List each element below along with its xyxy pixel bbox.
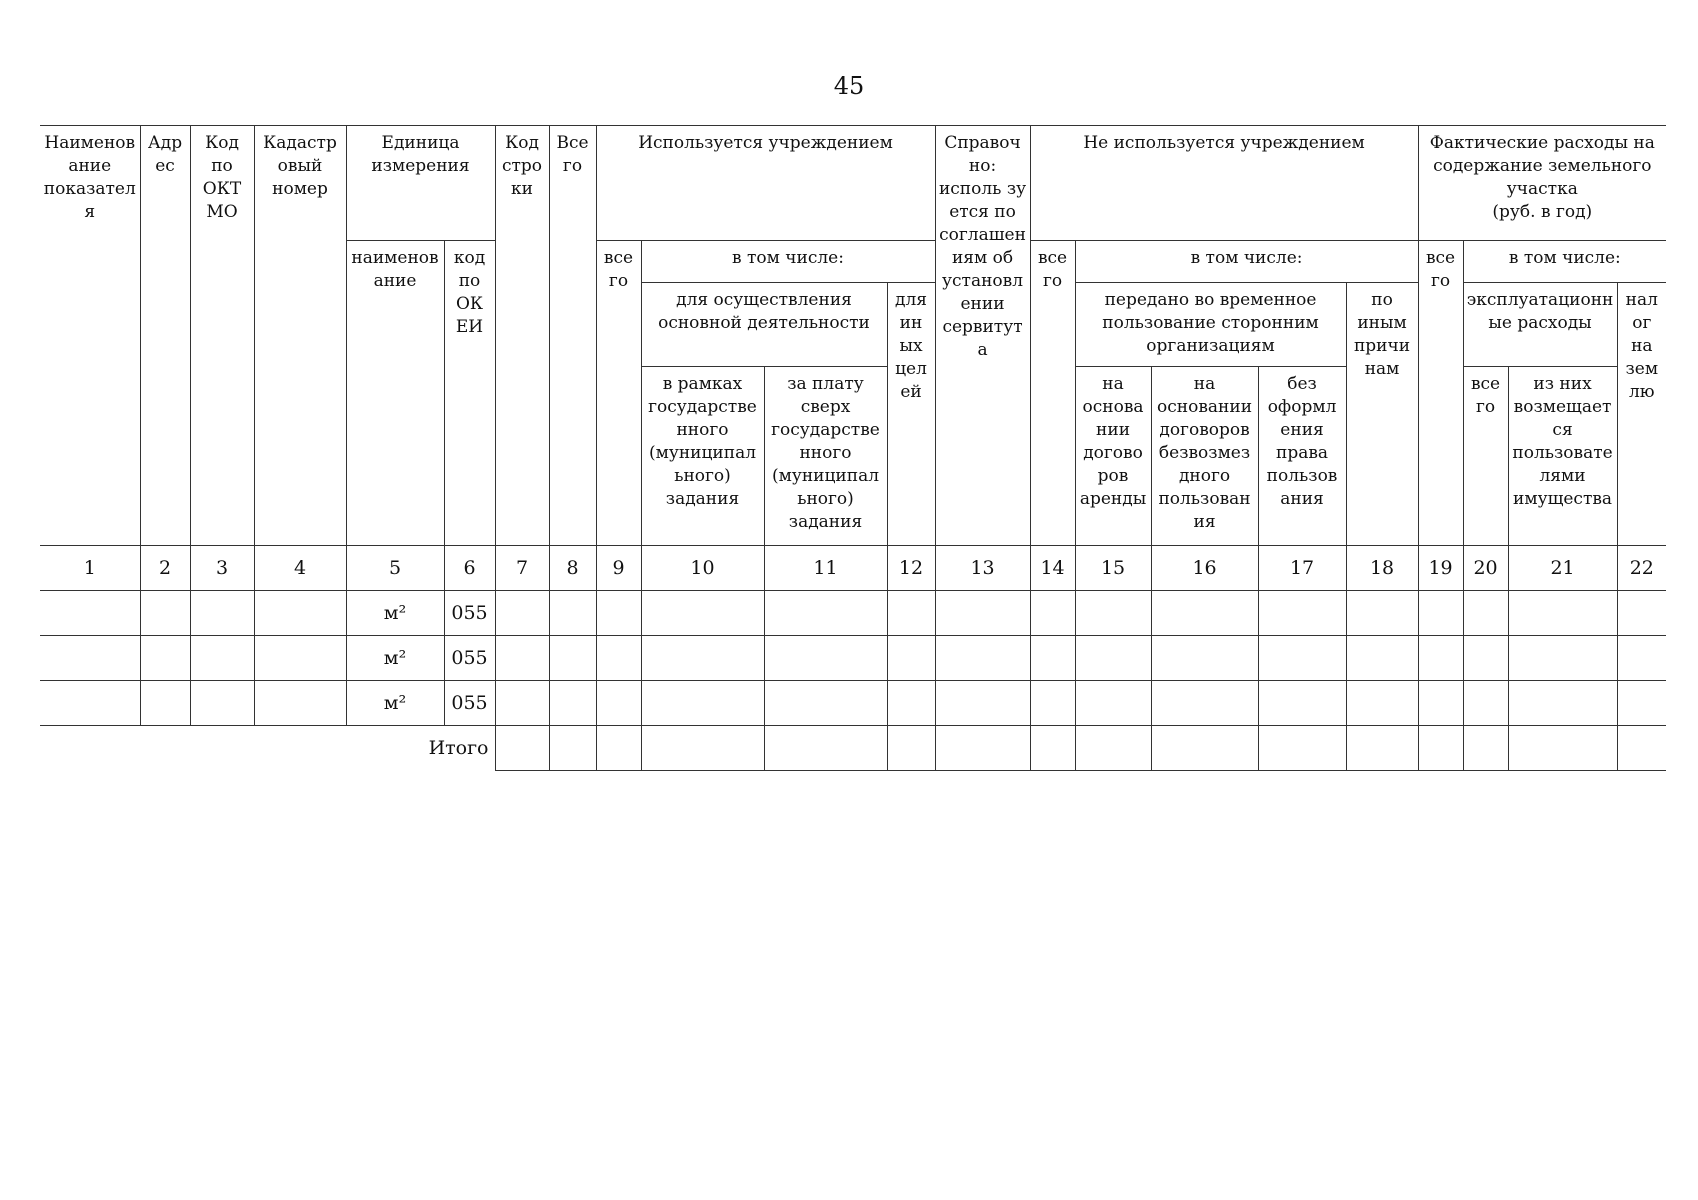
cell xyxy=(764,726,887,771)
column-number-row xyxy=(40,546,1666,591)
cell xyxy=(1258,636,1346,681)
cell xyxy=(1346,636,1418,681)
cell xyxy=(140,636,190,681)
cell xyxy=(1258,681,1346,726)
cell xyxy=(935,591,1030,636)
column-number: 9 xyxy=(596,546,641,591)
header-unit-name: наименов ание xyxy=(346,241,444,546)
header-operating-total: все го xyxy=(1463,367,1508,546)
cell xyxy=(1258,726,1346,771)
cell xyxy=(549,636,596,681)
column-number: 7 xyxy=(495,546,549,591)
header-used-other-purposes: для ин ых цел ей xyxy=(887,283,935,546)
column-number: 6 xyxy=(444,546,495,591)
cell xyxy=(1075,636,1151,681)
cell xyxy=(764,681,887,726)
cell xyxy=(495,681,549,726)
cell xyxy=(935,636,1030,681)
cell xyxy=(1258,591,1346,636)
cell xyxy=(1075,681,1151,726)
header-unit-group: Единица измерения xyxy=(346,126,495,241)
cell xyxy=(887,681,935,726)
column-number: 18 xyxy=(1346,546,1418,591)
cell xyxy=(1151,681,1258,726)
column-number: 13 xyxy=(935,546,1030,591)
cell xyxy=(1030,726,1075,771)
header-expenses-group: Фактические расходы на содержание земельного участка (руб. в год) xyxy=(1418,126,1666,241)
cell-okei-code: 055 xyxy=(444,636,495,681)
header-indicator-name: Наименов ание показател я xyxy=(40,126,140,546)
cell xyxy=(596,636,641,681)
column-number: 16 xyxy=(1151,546,1258,591)
cell xyxy=(549,726,596,771)
cell xyxy=(935,681,1030,726)
cell xyxy=(887,726,935,771)
column-number: 12 xyxy=(887,546,935,591)
cell xyxy=(1508,591,1617,636)
cell xyxy=(1030,591,1075,636)
header-paid-over-state-assignment: за плату сверх государстве нного (муниципал ьного) задания xyxy=(764,367,887,546)
header-used-group: Используется учреждением xyxy=(596,126,935,241)
column-number: 11 xyxy=(764,546,887,591)
cell xyxy=(190,591,254,636)
table-row xyxy=(40,681,1666,726)
cell xyxy=(1617,636,1666,681)
header-address: Адр ес xyxy=(140,126,190,546)
cell xyxy=(1151,726,1258,771)
header-okei-code: код по ОК ЕИ xyxy=(444,241,495,546)
header-not-used-including: в том числе: xyxy=(1075,241,1418,283)
cell xyxy=(596,681,641,726)
header-total: Все го xyxy=(549,126,596,546)
cell xyxy=(1151,591,1258,636)
cell xyxy=(1617,681,1666,726)
cell xyxy=(1508,726,1617,771)
cell xyxy=(549,681,596,726)
column-number: 4 xyxy=(254,546,346,591)
table-row xyxy=(40,636,1666,681)
cell xyxy=(1418,726,1463,771)
header-cadastral-number: Кадастр овый номер xyxy=(254,126,346,546)
cell xyxy=(254,636,346,681)
table-row xyxy=(40,591,1666,636)
header-transferred-temporary-use: передано во временное пользование сторонним организациям xyxy=(1075,283,1346,367)
cell xyxy=(495,636,549,681)
column-number: 15 xyxy=(1075,546,1151,591)
cell xyxy=(1030,636,1075,681)
land-plot-form-table xyxy=(40,125,1666,771)
cell xyxy=(190,636,254,681)
cell-okei-code: 055 xyxy=(444,681,495,726)
cell xyxy=(1151,636,1258,681)
column-number: 17 xyxy=(1258,546,1346,591)
cell xyxy=(1463,726,1508,771)
header-servitude: Справоч но: исполь зу ется по соглашен иям об установл ении сервитут а xyxy=(935,126,1030,546)
cell xyxy=(140,591,190,636)
cell-unit-name: м² xyxy=(346,591,444,636)
header-free-use-agreements: на основании договоров безвозмез дного пользован ия xyxy=(1151,367,1258,546)
cell xyxy=(190,681,254,726)
header-used-including: в том числе: xyxy=(641,241,935,283)
cell xyxy=(1463,591,1508,636)
page-number: 45 xyxy=(833,72,865,100)
cell xyxy=(140,681,190,726)
cell-unit-name: м² xyxy=(346,636,444,681)
cell xyxy=(1075,591,1151,636)
cell xyxy=(495,726,549,771)
cell-indicator-name xyxy=(40,681,140,726)
table-body xyxy=(40,546,1666,771)
cell xyxy=(1617,591,1666,636)
cell xyxy=(1030,681,1075,726)
header-within-state-assignment: в рамках государстве нного (муниципал ьного) задания xyxy=(641,367,764,546)
cell-okei-code: 055 xyxy=(444,591,495,636)
total-label: Итого xyxy=(40,726,495,771)
cell xyxy=(596,591,641,636)
cell xyxy=(1418,681,1463,726)
cell xyxy=(887,636,935,681)
cell xyxy=(549,591,596,636)
cell xyxy=(1508,636,1617,681)
header-other-reasons: по иным причи нам xyxy=(1346,283,1418,546)
header-not-used-group: Не используется учреждением xyxy=(1030,126,1418,241)
cell xyxy=(641,726,764,771)
column-number: 8 xyxy=(549,546,596,591)
column-number: 5 xyxy=(346,546,444,591)
header-used-total: все го xyxy=(596,241,641,546)
cell-unit-name: м² xyxy=(346,681,444,726)
cell xyxy=(1617,726,1666,771)
cell xyxy=(641,681,764,726)
cell xyxy=(641,591,764,636)
header-oktmo-code: Код по ОКТ МО xyxy=(190,126,254,546)
table-header xyxy=(40,126,1666,546)
cell xyxy=(1463,636,1508,681)
column-number: 2 xyxy=(140,546,190,591)
cell xyxy=(596,726,641,771)
column-number: 20 xyxy=(1463,546,1508,591)
header-lease-agreements: на основа нии догово ров аренды xyxy=(1075,367,1151,546)
cell-indicator-name xyxy=(40,591,140,636)
column-number: 3 xyxy=(190,546,254,591)
column-number: 10 xyxy=(641,546,764,591)
column-number: 21 xyxy=(1508,546,1617,591)
cell xyxy=(935,726,1030,771)
header-line-code: Код стро ки xyxy=(495,126,549,546)
header-reimbursed-by-users: из них возмещает ся пользовате лями имущества xyxy=(1508,367,1617,546)
column-number: 1 xyxy=(40,546,140,591)
cell xyxy=(1346,681,1418,726)
header-land-tax: нал ог на зем лю xyxy=(1617,283,1666,546)
header-expenses-including: в том числе: xyxy=(1463,241,1666,283)
cell xyxy=(1418,591,1463,636)
cell xyxy=(1508,681,1617,726)
cell xyxy=(254,591,346,636)
cell xyxy=(641,636,764,681)
cell xyxy=(254,681,346,726)
total-row xyxy=(40,726,1666,771)
cell xyxy=(1346,726,1418,771)
cell xyxy=(1463,681,1508,726)
cell xyxy=(1346,591,1418,636)
cell-indicator-name xyxy=(40,636,140,681)
header-operating-expenses: эксплуатационн ые расходы xyxy=(1463,283,1617,367)
cell xyxy=(764,591,887,636)
cell xyxy=(1418,636,1463,681)
cell xyxy=(764,636,887,681)
header-expenses-total: все го xyxy=(1418,241,1463,546)
header-used-main-activity: для осуществления основной деятельности xyxy=(641,283,887,367)
cell xyxy=(887,591,935,636)
header-not-used-total: все го xyxy=(1030,241,1075,546)
cell xyxy=(495,591,549,636)
cell xyxy=(1075,726,1151,771)
column-number: 14 xyxy=(1030,546,1075,591)
header-without-rights-registration: без оформл ения права пользов ания xyxy=(1258,367,1346,546)
column-number: 22 xyxy=(1617,546,1666,591)
column-number: 19 xyxy=(1418,546,1463,591)
